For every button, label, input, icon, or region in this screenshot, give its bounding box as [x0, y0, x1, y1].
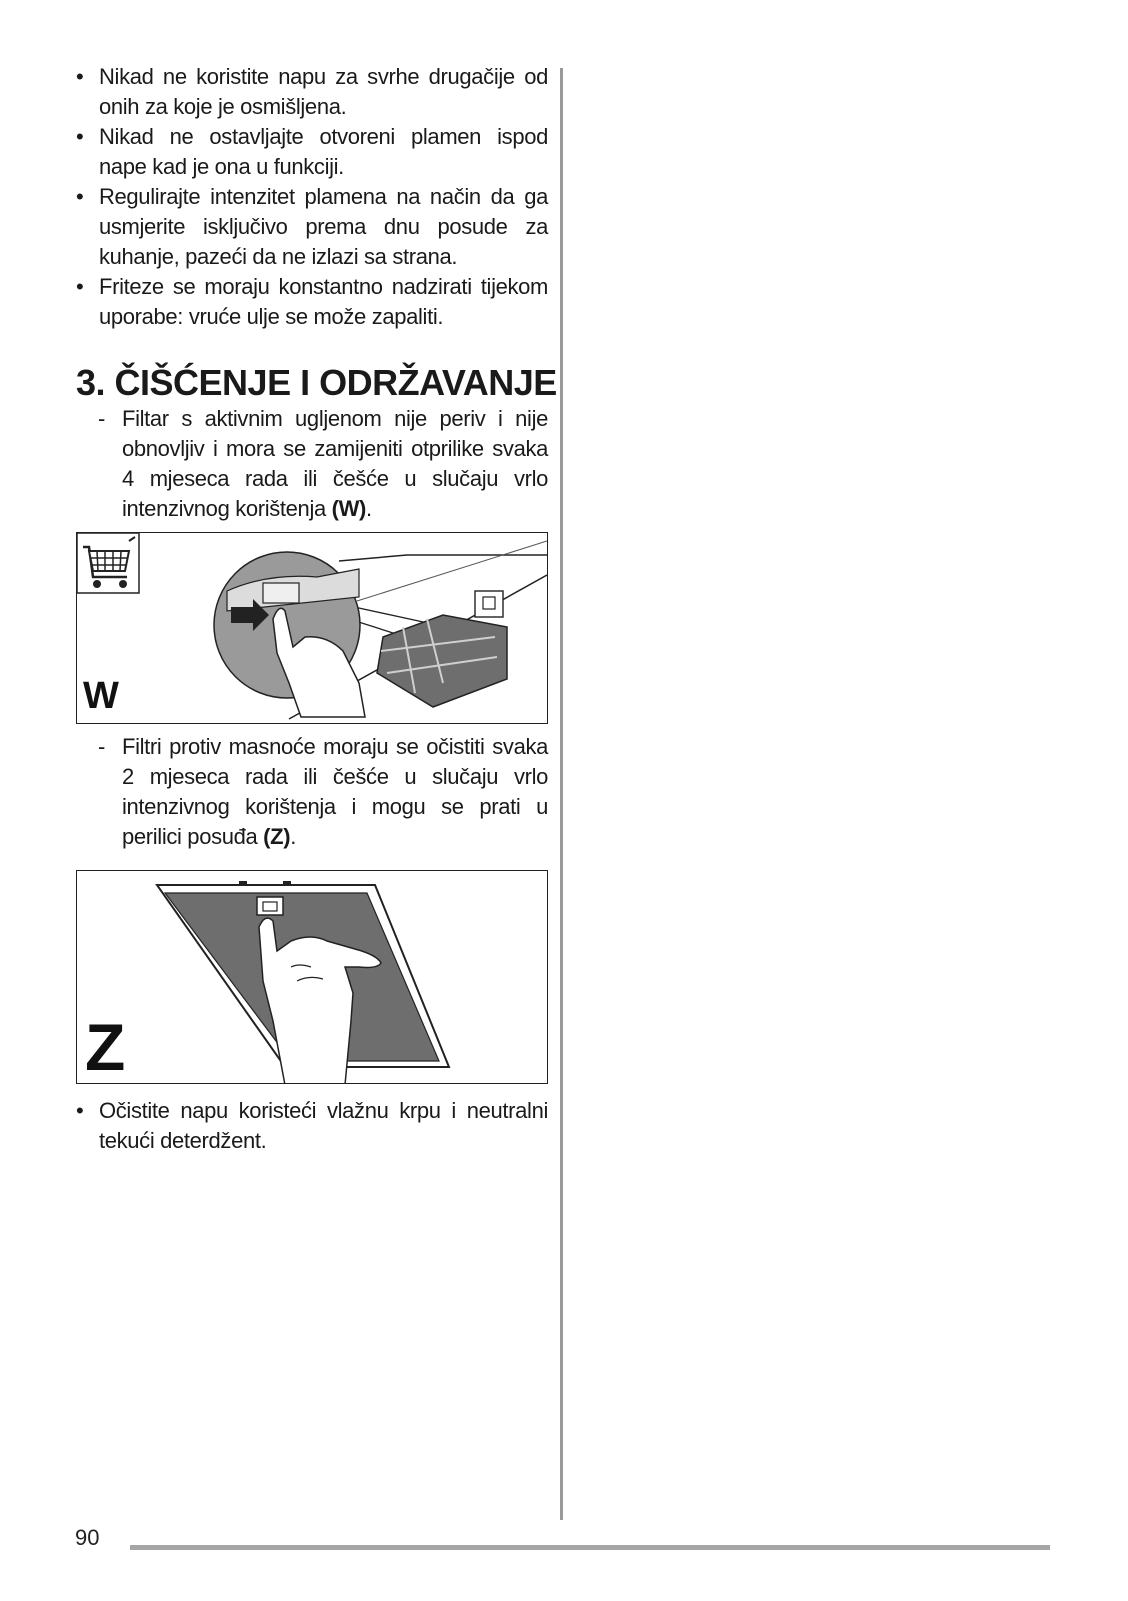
item-end: .	[290, 824, 296, 849]
section-heading: 3. ČIŠĆENJE I ODRŽAVANJE	[76, 362, 557, 403]
list-item	[76, 1096, 548, 1156]
figure-label: Z	[85, 1010, 126, 1084]
figure-label: W	[83, 675, 119, 717]
charcoal-filter-illustration	[77, 533, 548, 724]
bullet-text: Regulirajte intenzitet plamena na način da ga usmjerite isključivo prema dnu posude za kuhanje, pazeći da ne izlazi sa strana.	[99, 184, 548, 269]
column-divider	[560, 68, 563, 1520]
figure-w	[76, 532, 548, 724]
item-text: Filtar s aktivnim ugljenom nije periv i nije obnovljiv i mora se zamijeniti otprilike svaka 4 mjeseca rada ili češće u slučaju vrlo intenzivnog korištenja	[122, 406, 548, 521]
page-number: 90	[75, 1525, 100, 1550]
figure-ref: (W)	[331, 496, 367, 521]
figure-ref: (Z)	[263, 824, 291, 849]
text-column	[76, 62, 557, 1156]
dash-marker: -	[98, 406, 105, 431]
list-item	[76, 122, 548, 182]
bullet-text: Očistite napu koristeći vlažnu krpu i neutralni tekući deterdžent.	[99, 1098, 548, 1153]
shopping-cart-icon	[77, 533, 139, 593]
bullet-marker: •	[76, 1098, 84, 1123]
list-item	[76, 272, 548, 332]
item-end: .	[366, 496, 372, 521]
footer-rule	[130, 1545, 1050, 1550]
bullet-text: Nikad ne ostavljajte otvoreni plamen ispod nape kad je ona u funkciji.	[99, 124, 548, 179]
list-item	[76, 732, 548, 852]
bullet-marker: •	[76, 274, 84, 299]
item-text: Filtri protiv masnoće moraju se očistiti svaka 2 mjeseca rada ili češće u slučaju vrlo intenzivnog korištenja i mogu se prati u perilici posuđa	[122, 734, 548, 849]
grease-filter-illustration	[77, 871, 548, 1084]
figure-z	[76, 870, 548, 1084]
list-item	[76, 62, 548, 122]
charcoal-filter	[377, 615, 507, 707]
list-item	[76, 182, 548, 272]
bullet-marker: •	[76, 124, 84, 149]
bullet-text: Nikad ne koristite napu za svrhe drugačije od onih za koje je osmišljena.	[99, 64, 548, 119]
bullet-text: Friteze se moraju konstantno nadzirati tijekom uporabe: vruće ulje se može zapaliti.	[99, 274, 548, 329]
bullet-marker: •	[76, 64, 84, 89]
list-item	[76, 404, 548, 524]
dash-marker: -	[98, 734, 105, 759]
bullet-marker: •	[76, 184, 84, 209]
